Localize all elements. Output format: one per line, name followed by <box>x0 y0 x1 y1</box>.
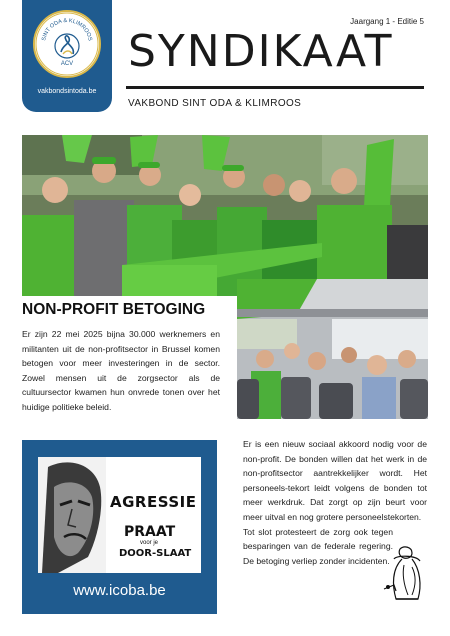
ad-text-praat: PRAAT <box>124 524 176 540</box>
article-headline: NON-PROFIT BETOGING <box>22 301 206 318</box>
logo-acv-text: ACV <box>60 61 74 67</box>
photo-main-protest <box>22 135 428 296</box>
ad-text-voor-je: voor je <box>140 540 159 546</box>
masthead-rule <box>126 86 424 89</box>
ad-url-link[interactable]: www.icoba.be <box>73 582 166 599</box>
article-paragraph-2: Er is een nieuw sociaal akkoord nodig voor de non-profit. De bonden willen dat het werk in de non-profitsector aantrekkelijker wordt. Het personeels-tekort leidt volgens de bonden tot meer werkdruk. Dat zorgt op zijn beurt voor meer uitval en nog grotere personeelstekorten. <box>243 439 427 522</box>
article-paragraph-1: Er zijn 22 mei 2025 bijna 30.000 werknemers en militanten uit de non-profitsector in Brussel komen betogen voor meer investeringen in de sector. Zowel mensen uit de zorgsector als de cultuursector kwamen hun onvrede tonen over het huidige politieke beleid. <box>22 329 220 412</box>
acv-logo <box>33 10 101 78</box>
ad-icoba[interactable] <box>22 440 217 614</box>
logo-block <box>22 0 112 112</box>
edition-label: Jaargang 1 - Editie 5 <box>350 17 424 26</box>
face-illustration <box>38 457 106 573</box>
logo-url[interactable]: vakbondsintoda.be <box>37 88 97 95</box>
ad-text-agressie: AGRESSIE <box>110 493 197 511</box>
ad-text-door-slaat: DOOR-SLAAT <box>119 548 192 559</box>
logo-arc-text: SINT ODA & KLIMROOS <box>41 17 93 42</box>
article-paragraph-3: Tot slot protesteert de zorg ook tegen besparingen van de federale regering. De betoging verliep zonder incidenten. <box>243 526 393 566</box>
photo-bus-interior <box>237 279 428 419</box>
masthead-title: SYNDIKAAT <box>128 26 394 77</box>
protester-doodle-icon <box>382 545 430 605</box>
masthead-subtitle: VAKBOND SINT ODA & KLIMROOS <box>128 98 302 109</box>
ad-poster <box>38 457 201 573</box>
